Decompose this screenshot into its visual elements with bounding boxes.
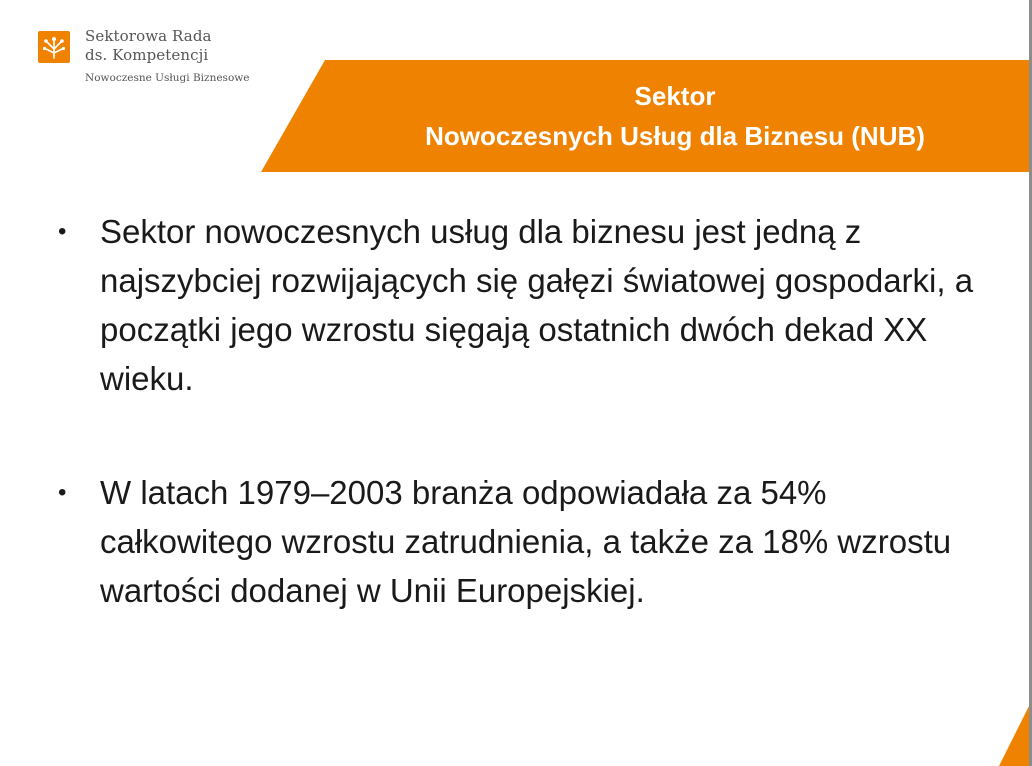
bullet-marker: • (58, 479, 67, 506)
bullet-marker: • (58, 218, 67, 245)
bullet-text: W latach 1979–2003 branża odpowiadała za 54% całkowitego wzrostu zatrudnienia, a także za 18% wzrostu wartości dodanej w Unii Europejskiej. (100, 474, 952, 609)
logo-subtitle: Nowoczesne Usługi Biznesowe (85, 72, 250, 84)
bullet-item (58, 207, 998, 403)
logo-name-line1: Sektorowa Rada (85, 27, 212, 45)
bullet-list (58, 207, 998, 615)
tree-logo-icon (38, 31, 70, 63)
slide-title-line1: Sektor (634, 81, 716, 111)
bullet-item (58, 468, 998, 615)
title-banner (261, 60, 1029, 172)
logo-name-line2: ds. Kompetencji (85, 46, 209, 64)
corner-decoration (999, 706, 1029, 766)
slide-title (321, 60, 1029, 172)
bullet-text: Sektor nowoczesnych usług dla biznesu jest jedną z najszybciej rozwijających się gałęzi światowej gospodarki, a początki jego wzrostu sięgają ostatnich dwóch dekad XX wieku. (100, 213, 974, 397)
organization-logo (38, 27, 298, 97)
slide-title-line2: Nowoczesnych Usług dla Biznesu (NUB) (425, 121, 925, 151)
